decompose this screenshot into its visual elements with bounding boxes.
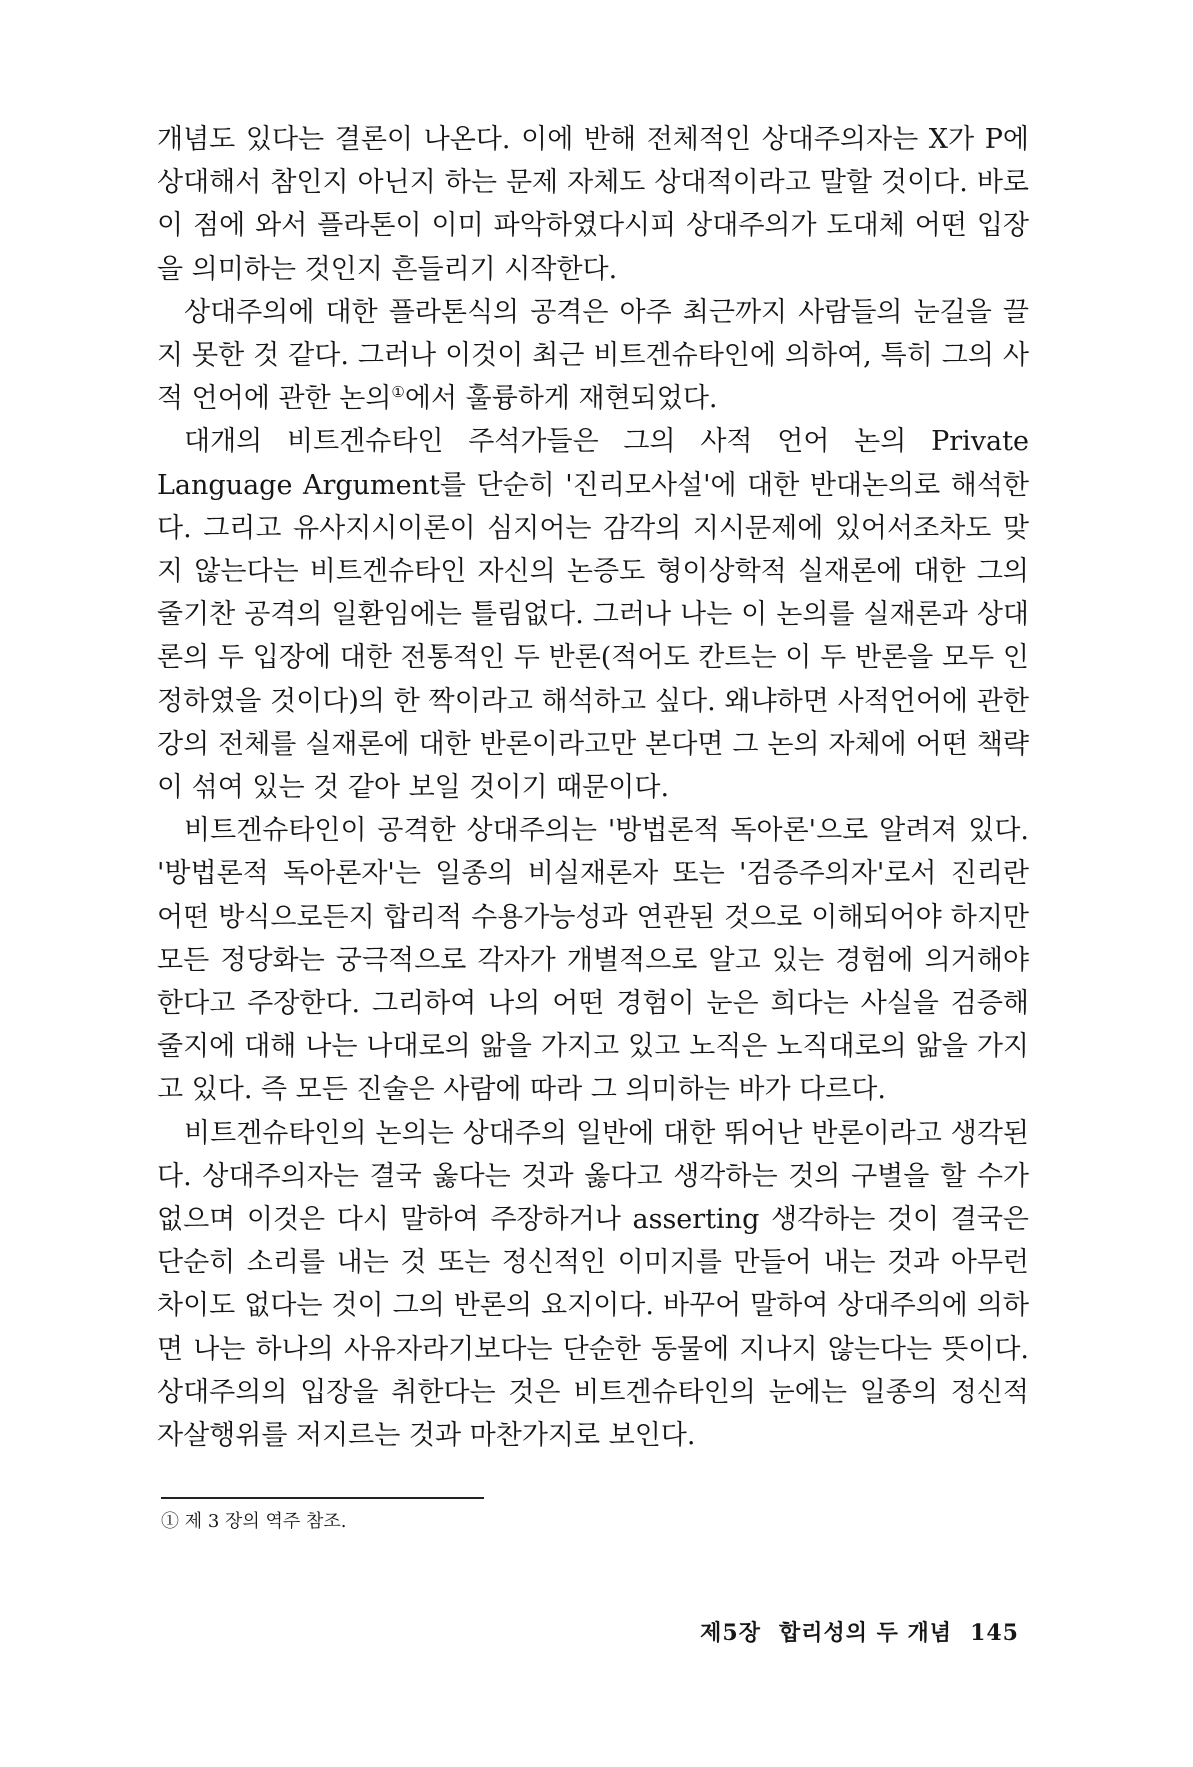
paragraph-2-text-end: 에서 훌륭하게 재현되었다.: [404, 383, 718, 415]
paragraph-4: 비트겐슈타인이 공격한 상대주의는 '방법론적 독아론'으로 알려져 있다. '방법론적 독아론자'는 일종의 비실재론자 또는 '검증주의자'로서 진리란 어떤 방식으로든지 합리적 수용가능성과 연관된 것으로 이해되어야 하지만 모든 정당화는 궁극적으로 각자가 개별적으로 알고 있는 경험에 의거해야 한다고 주장한다. 그리하여 나의 어떤 경험이 눈은 희다는 사실을 검증해 줄지에 대해 나는 나대로의 앎을 가지고 있고 노직은 노직대로의 앎을 가지고 있다. 즉 모든 진술은 사람에 따라 그 의미하는 바가 다르다.: [157, 815, 1029, 1106]
paragraph-3: 대개의 비트겐슈타인 주석가들은 그의 사적 언어 논의 Private Language Argument를 단순히 '진리모사설'에 대한 반대논의로 해석한다. 그리고 유사지시이론이 심지어는 감각의 지시문제에 있어서조차도 맞지 않는다는 비트겐슈타인 자신의 논증도 형이상학적 실재론에 대한 그의 줄기찬 공격의 일환임에는 틀림없다. 그러나 나는 이 논의를 실재론과 상대론의 두 입장에 대한 전통적인 두 반론(적어도 칸트는 이 두 반론을 모두 인정하였을 것이다)의 한 짝이라고 해석하고 싶다. 왜냐하면 사적언어에 관한 강의 전체를 실재론에 대한 반론이라고만 본다면 그 논의 자체에 어떤 책략이 섞여 있는 것 같아 보일 것이기 때문이다.: [157, 426, 1029, 804]
paragraph-2-text: 상대주의에 대한 플라톤식의 공격은 아주 최근까지 사람들의 눈길을 끌지 못한 것 같다. 그러나 이것이 최근 비트겐슈타인에 의하여, 특히 그의 사적 언어에 관한 논의: [157, 296, 1029, 415]
running-footer: [682, 1616, 1019, 1647]
footer-chapter-title: 합리성의 두 개념: [778, 1620, 953, 1646]
paragraph-5: 비트겐슈타인의 논의는 상대주의 일반에 대한 뛰어난 반론이라고 생각된다. 상대주의자는 결국 옳다는 것과 옳다고 생각하는 것의 구별을 할 수가 없으며 이것은 다시 말하여 주장하거나 asserting 생각하는 것이 결국은 단순히 소리를 내는 것 또는 정신적인 이미지를 만들어 내는 것과 아무런 차이도 없다는 것이 그의 반론의 요지이다. 바꾸어 말하여 상대주의에 의하면 나는 하나의 사유자라기보다는 단순한 동물에 지나지 않는다는 뜻이다. 상대주의의 입장을 취한다는 것은 비트겐슈타인의 눈에는 일종의 정신적 자살행위를 저지르는 것과 마찬가지로 보인다.: [157, 1117, 1029, 1452]
page-number: 145: [970, 1620, 1019, 1646]
paragraph-2: [157, 291, 1029, 421]
paragraph-1: 개념도 있다는 결론이 나온다. 이에 반해 전체적인 상대주의자는 X가 P에 상대해서 참인지 아닌지 하는 문제 자체도 상대적이라고 말할 것이다. 바로 이 점에 와서 플라톤이 이미 파악하였다시피 상대주의가 도대체 어떤 입장을 의미하는 것인지 흔들리기 시작한다.: [157, 124, 1029, 285]
footnote: ① 제 3 장의 역주 참조.: [161, 1511, 347, 1532]
body-text: [157, 118, 1029, 1457]
footer-chapter: 제5장: [700, 1620, 761, 1646]
footnote-divider: [161, 1497, 484, 1499]
footnote-reference[interactable]: ①: [391, 383, 405, 402]
